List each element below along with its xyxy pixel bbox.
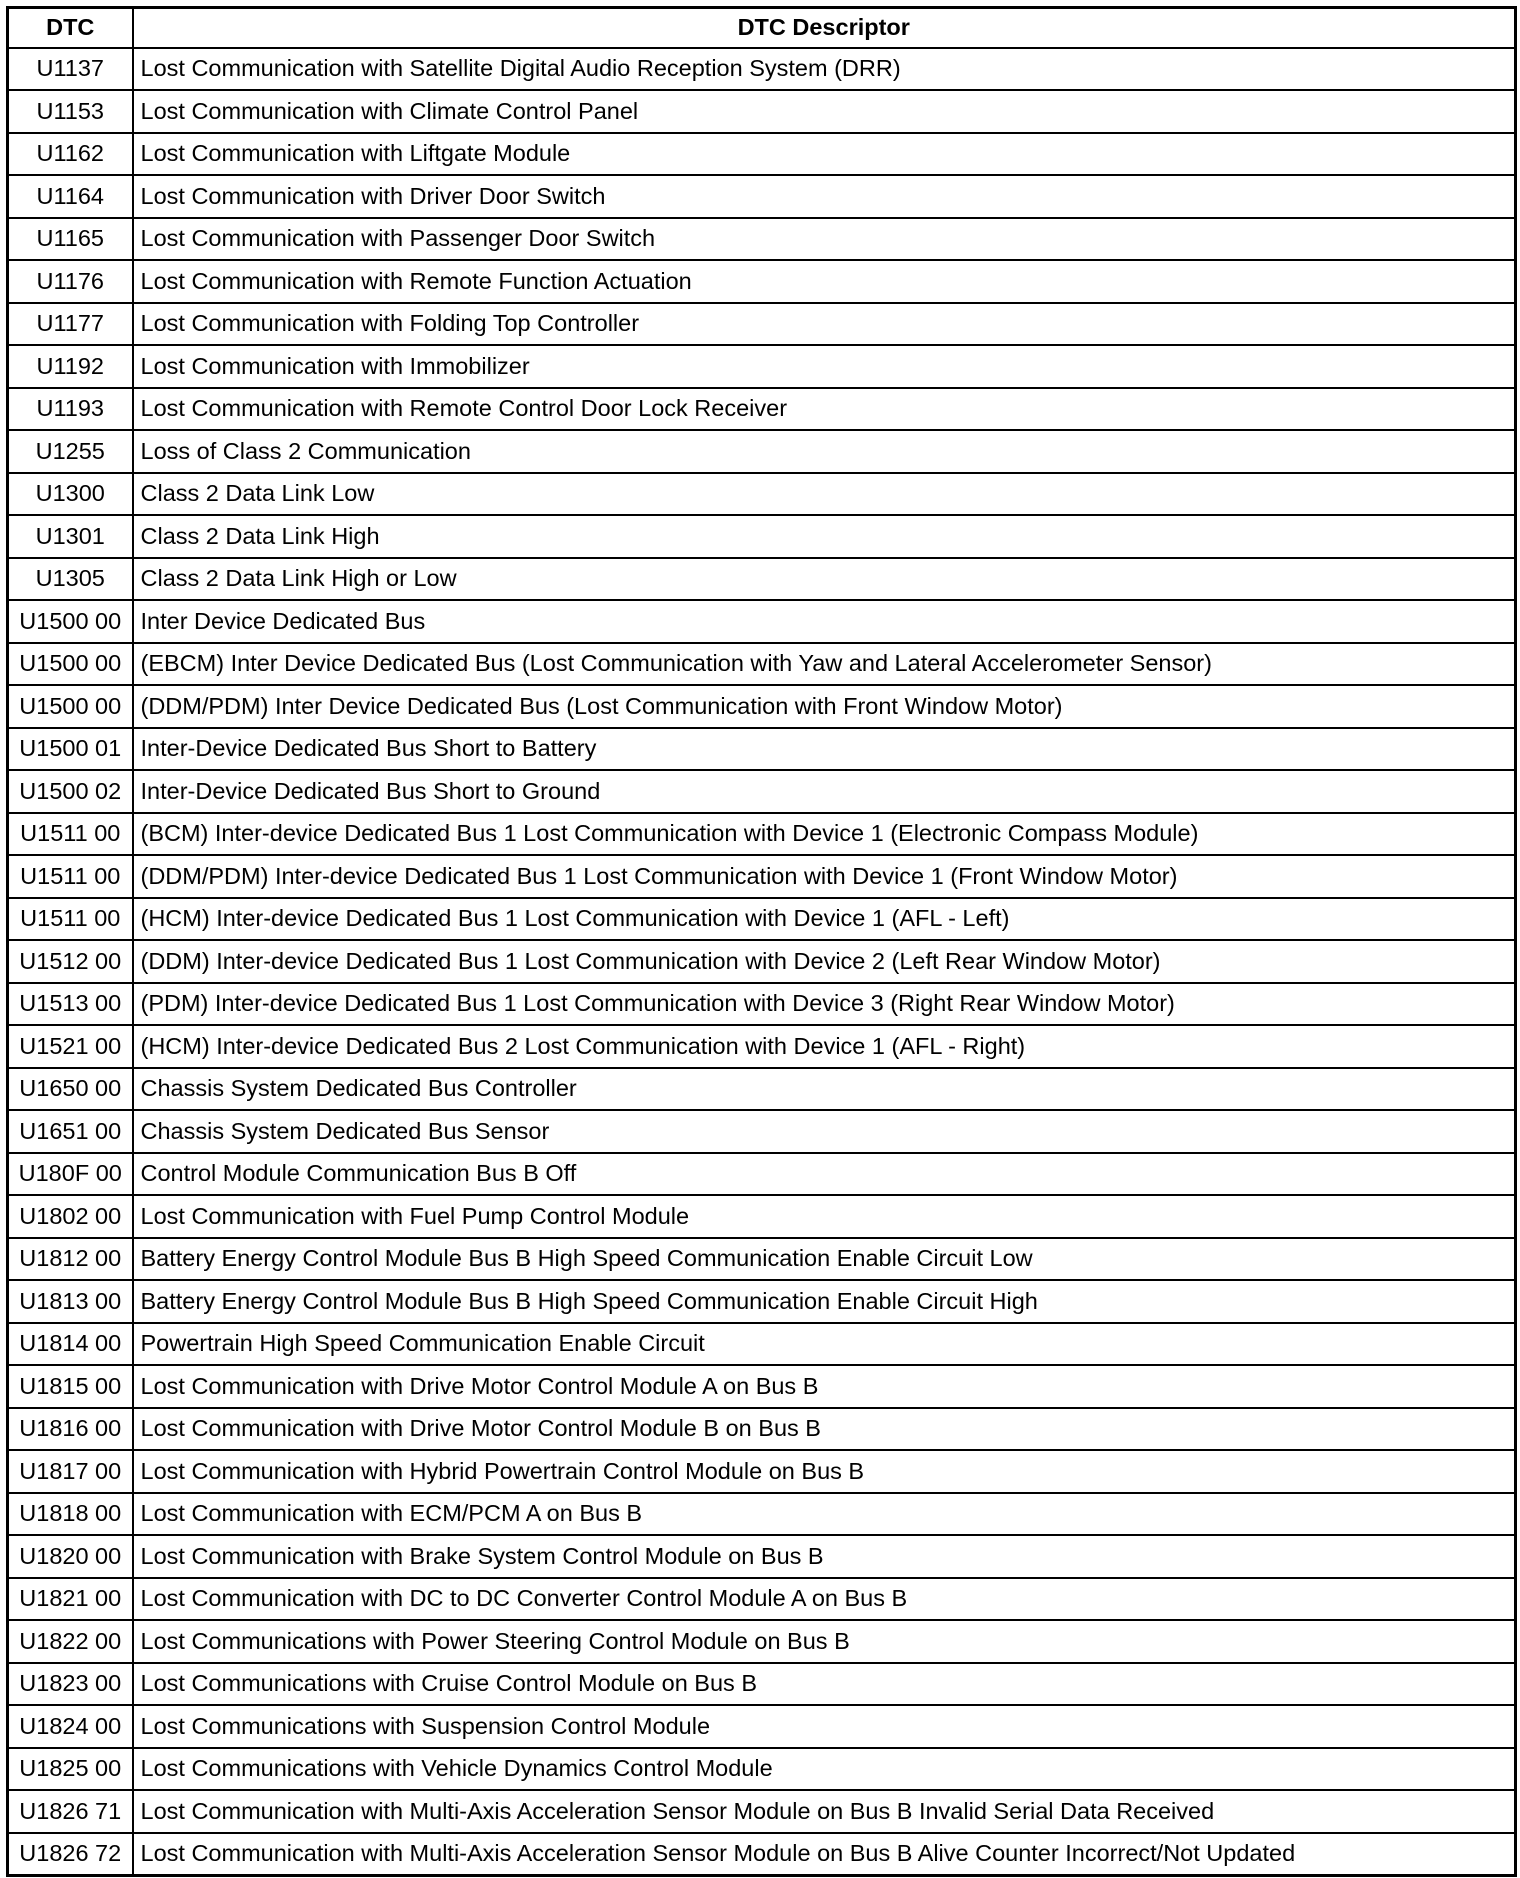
- dtc-descriptor-cell: Battery Energy Control Module Bus B High Speed Communication Enable Circuit Low: [133, 1238, 1516, 1281]
- dtc-code-cell: U1192: [8, 345, 133, 388]
- dtc-descriptor-cell: Lost Communication with Climate Control Panel: [133, 90, 1516, 133]
- table-row: [8, 813, 1516, 856]
- table-row: [8, 260, 1516, 303]
- table-row: [8, 1408, 1516, 1451]
- table-row: [8, 48, 1516, 91]
- table-row: [8, 1323, 1516, 1366]
- table-row: [8, 1663, 1516, 1706]
- dtc-code-cell: U180F 00: [8, 1153, 133, 1196]
- dtc-code-cell: U1812 00: [8, 1238, 133, 1281]
- table-row: [8, 728, 1516, 771]
- table-row: [8, 558, 1516, 601]
- dtc-code-cell: U1162: [8, 133, 133, 176]
- dtc-descriptor-cell: Lost Communication with DC to DC Converter Control Module A on Bus B: [133, 1578, 1516, 1621]
- dtc-code-cell: U1823 00: [8, 1663, 133, 1706]
- dtc-code-cell: U1826 71: [8, 1790, 133, 1833]
- dtc-code-cell: U1511 00: [8, 813, 133, 856]
- dtc-descriptor-cell: Lost Communications with Vehicle Dynamics Control Module: [133, 1748, 1516, 1791]
- dtc-code-cell: U1814 00: [8, 1323, 133, 1366]
- dtc-descriptor-cell: Lost Communication with Folding Top Controller: [133, 303, 1516, 346]
- dtc-descriptor-cell: Lost Communication with Brake System Control Module on Bus B: [133, 1535, 1516, 1578]
- dtc-code-cell: U1500 00: [8, 643, 133, 686]
- dtc-descriptor-cell: Lost Communication with ECM/PCM A on Bus B: [133, 1493, 1516, 1536]
- column-header-descriptor: DTC Descriptor: [133, 8, 1516, 48]
- table-body: [8, 48, 1516, 1876]
- dtc-code-cell: U1802 00: [8, 1195, 133, 1238]
- dtc-code-cell: U1817 00: [8, 1450, 133, 1493]
- table-row: [8, 1705, 1516, 1748]
- table-row: [8, 1493, 1516, 1536]
- dtc-code-cell: U1255: [8, 430, 133, 473]
- dtc-code-cell: U1815 00: [8, 1365, 133, 1408]
- dtc-code-cell: U1176: [8, 260, 133, 303]
- dtc-code-cell: U1821 00: [8, 1578, 133, 1621]
- table-row: [8, 1450, 1516, 1493]
- dtc-descriptor-cell: Class 2 Data Link High: [133, 515, 1516, 558]
- dtc-code-cell: U1500 00: [8, 600, 133, 643]
- table-row: [8, 345, 1516, 388]
- table-row: [8, 1620, 1516, 1663]
- dtc-code-cell: U1521 00: [8, 1025, 133, 1068]
- dtc-descriptor-cell: (DDM) Inter-device Dedicated Bus 1 Lost Communication with Device 2 (Left Rear Window Motor): [133, 940, 1516, 983]
- dtc-code-cell: U1193: [8, 388, 133, 431]
- table-row: [8, 940, 1516, 983]
- dtc-descriptor-cell: Chassis System Dedicated Bus Sensor: [133, 1110, 1516, 1153]
- dtc-code-cell: U1305: [8, 558, 133, 601]
- table-row: [8, 473, 1516, 516]
- table-row: [8, 1025, 1516, 1068]
- dtc-descriptor-cell: (EBCM) Inter Device Dedicated Bus (Lost Communication with Yaw and Lateral Accelerometer Sensor): [133, 643, 1516, 686]
- table-row: [8, 1110, 1516, 1153]
- table-row: [8, 1280, 1516, 1323]
- dtc-code-cell: U1500 02: [8, 770, 133, 813]
- table-row: [8, 643, 1516, 686]
- column-header-dtc: DTC: [8, 8, 133, 48]
- dtc-descriptor-cell: Battery Energy Control Module Bus B High Speed Communication Enable Circuit High: [133, 1280, 1516, 1323]
- table-row: [8, 1238, 1516, 1281]
- table-row: [8, 1365, 1516, 1408]
- dtc-code-cell: U1822 00: [8, 1620, 133, 1663]
- dtc-descriptor-cell: Lost Communications with Suspension Control Module: [133, 1705, 1516, 1748]
- dtc-descriptor-cell: Inter-Device Dedicated Bus Short to Ground: [133, 770, 1516, 813]
- table-row: [8, 898, 1516, 941]
- table-header-row: [8, 8, 1516, 48]
- table-row: [8, 600, 1516, 643]
- dtc-code-cell: U1177: [8, 303, 133, 346]
- dtc-descriptor-cell: Lost Communication with Driver Door Switch: [133, 175, 1516, 218]
- dtc-code-cell: U1818 00: [8, 1493, 133, 1536]
- dtc-descriptor-cell: Lost Communications with Cruise Control Module on Bus B: [133, 1663, 1516, 1706]
- dtc-descriptor-cell: (HCM) Inter-device Dedicated Bus 2 Lost Communication with Device 1 (AFL - Right): [133, 1025, 1516, 1068]
- dtc-descriptor-cell: Lost Communication with Satellite Digital Audio Reception System (DRR): [133, 48, 1516, 91]
- dtc-descriptor-cell: (DDM/PDM) Inter Device Dedicated Bus (Lost Communication with Front Window Motor): [133, 685, 1516, 728]
- table-row: [8, 515, 1516, 558]
- dtc-descriptor-cell: (DDM/PDM) Inter-device Dedicated Bus 1 Lost Communication with Device 1 (Front Window Motor): [133, 855, 1516, 898]
- dtc-descriptor-cell: Lost Communication with Multi-Axis Acceleration Sensor Module on Bus B Alive Counter Incorrect/Not Updated: [133, 1833, 1516, 1876]
- dtc-code-cell: U1164: [8, 175, 133, 218]
- table-row: [8, 770, 1516, 813]
- dtc-code-cell: U1500 00: [8, 685, 133, 728]
- dtc-descriptor-cell: Lost Communication with Remote Control Door Lock Receiver: [133, 388, 1516, 431]
- dtc-code-cell: U1511 00: [8, 855, 133, 898]
- dtc-code-cell: U1500 01: [8, 728, 133, 771]
- table-row: [8, 218, 1516, 261]
- dtc-code-cell: U1824 00: [8, 1705, 133, 1748]
- dtc-code-cell: U1301: [8, 515, 133, 558]
- dtc-descriptor-cell: Loss of Class 2 Communication: [133, 430, 1516, 473]
- table-row: [8, 133, 1516, 176]
- dtc-descriptor-cell: (BCM) Inter-device Dedicated Bus 1 Lost Communication with Device 1 (Electronic Compass Module): [133, 813, 1516, 856]
- dtc-descriptor-cell: Lost Communication with Immobilizer: [133, 345, 1516, 388]
- dtc-code-cell: U1825 00: [8, 1748, 133, 1791]
- dtc-descriptor-cell: Lost Communications with Power Steering Control Module on Bus B: [133, 1620, 1516, 1663]
- table-row: [8, 90, 1516, 133]
- dtc-descriptor-cell: Lost Communication with Drive Motor Control Module A on Bus B: [133, 1365, 1516, 1408]
- dtc-descriptor-cell: Lost Communication with Passenger Door Switch: [133, 218, 1516, 261]
- table-row: [8, 1195, 1516, 1238]
- dtc-descriptor-cell: Lost Communication with Fuel Pump Control Module: [133, 1195, 1516, 1238]
- dtc-code-cell: U1826 72: [8, 1833, 133, 1876]
- dtc-descriptor-cell: Lost Communication with Drive Motor Control Module B on Bus B: [133, 1408, 1516, 1451]
- table-row: [8, 388, 1516, 431]
- dtc-descriptor-cell: Lost Communication with Hybrid Powertrain Control Module on Bus B: [133, 1450, 1516, 1493]
- dtc-code-cell: U1650 00: [8, 1068, 133, 1111]
- table-row: [8, 175, 1516, 218]
- dtc-descriptor-cell: Class 2 Data Link High or Low: [133, 558, 1516, 601]
- dtc-code-cell: U1820 00: [8, 1535, 133, 1578]
- dtc-code-cell: U1816 00: [8, 1408, 133, 1451]
- dtc-code-cell: U1165: [8, 218, 133, 261]
- dtc-table-container: [6, 6, 1514, 1877]
- dtc-descriptor-cell: Chassis System Dedicated Bus Controller: [133, 1068, 1516, 1111]
- table-row: [8, 983, 1516, 1026]
- table-row: [8, 430, 1516, 473]
- table-row: [8, 1153, 1516, 1196]
- dtc-descriptor-cell: Lost Communication with Remote Function Actuation: [133, 260, 1516, 303]
- dtc-code-cell: U1813 00: [8, 1280, 133, 1323]
- dtc-code-cell: U1153: [8, 90, 133, 133]
- dtc-descriptor-cell: Inter-Device Dedicated Bus Short to Battery: [133, 728, 1516, 771]
- table-row: [8, 1535, 1516, 1578]
- dtc-table: [6, 6, 1517, 1877]
- dtc-code-cell: U1137: [8, 48, 133, 91]
- dtc-descriptor-cell: Lost Communication with Liftgate Module: [133, 133, 1516, 176]
- dtc-code-cell: U1511 00: [8, 898, 133, 941]
- table-row: [8, 1748, 1516, 1791]
- table-row: [8, 303, 1516, 346]
- dtc-descriptor-cell: Lost Communication with Multi-Axis Acceleration Sensor Module on Bus B Invalid Serial Data Received: [133, 1790, 1516, 1833]
- table-row: [8, 1068, 1516, 1111]
- table-row: [8, 1790, 1516, 1833]
- dtc-descriptor-cell: (PDM) Inter-device Dedicated Bus 1 Lost Communication with Device 3 (Right Rear Window Motor): [133, 983, 1516, 1026]
- dtc-code-cell: U1300: [8, 473, 133, 516]
- table-row: [8, 1833, 1516, 1876]
- dtc-descriptor-cell: Inter Device Dedicated Bus: [133, 600, 1516, 643]
- dtc-descriptor-cell: Class 2 Data Link Low: [133, 473, 1516, 516]
- dtc-code-cell: U1512 00: [8, 940, 133, 983]
- table-row: [8, 1578, 1516, 1621]
- dtc-descriptor-cell: Control Module Communication Bus B Off: [133, 1153, 1516, 1196]
- table-row: [8, 855, 1516, 898]
- dtc-code-cell: U1651 00: [8, 1110, 133, 1153]
- table-row: [8, 685, 1516, 728]
- dtc-descriptor-cell: Powertrain High Speed Communication Enable Circuit: [133, 1323, 1516, 1366]
- dtc-descriptor-cell: (HCM) Inter-device Dedicated Bus 1 Lost Communication with Device 1 (AFL - Left): [133, 898, 1516, 941]
- dtc-code-cell: U1513 00: [8, 983, 133, 1026]
